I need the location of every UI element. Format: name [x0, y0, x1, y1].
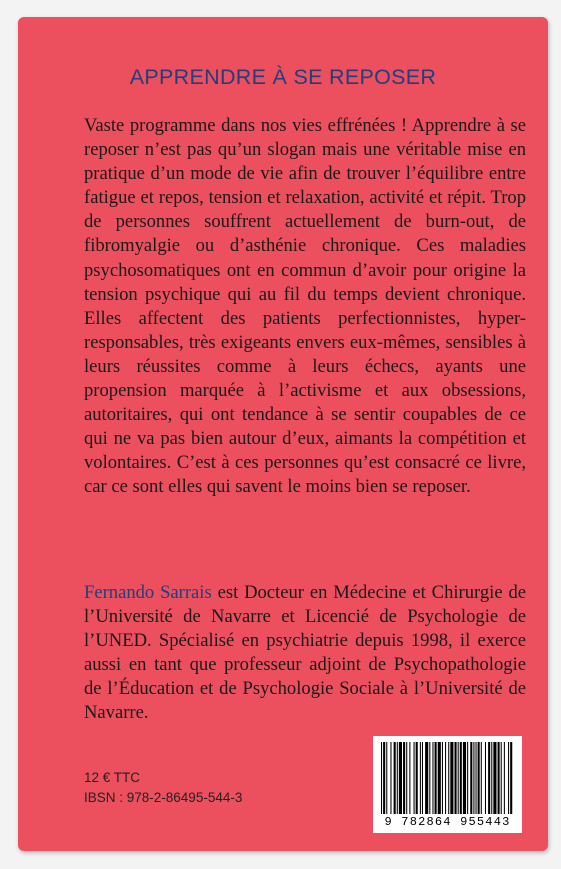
barcode-digits: 9 782864 955443 [384, 815, 511, 829]
price-label: 12 € TTC [84, 770, 141, 785]
author-bio: est Docteur en Médecine et Chirurgie de l’Université de Navarre et Licencié de Psychologie de l’UNED. Spécialisé en psychiatrie depuis 1998, il exerce aussi en tant que professeur adjoint de Psychopathologie de l’Éducation et de Psychologie Sociale à l’Université de Navarre. [84, 582, 526, 724]
author-paragraph [84, 581, 526, 726]
barcode-bars [373, 736, 522, 816]
synopsis-paragraph: Vaste programme dans nos vies effrénées ! Apprendre à se reposer n’est pas qu’un slogan mais une véritable mise en pratique d’un mode de vie afin de trouver l’équilibre entre fatigue et repos, tension et relaxation, activité et répit. Trop de personnes souffrent actuellement de burn-out, de fibromyalgie ou d’asthénie chronique. Ces maladies psychosomatiques ont en commun d’avoir pour origine la tension psychique qui au fil du temps devient chronique. Elles affectent des patients perfectionnistes, hyper-responsables, très exigeants envers eux-mêmes, sensibles à leurs réussites comme à leurs échecs, ayants une propension marquée à l’activisme et aux obsessions, autoritaires, qui ont tendance à se sentir coupables de ce qui ne va pas bien autour d’eux, aimants la compétition et volontaires. C’est à ces personnes qu’est consacré ce livre, car ce sont elles qui savent le moins bien se reposer. [84, 115, 526, 498]
isbn-label: IBSN : 978-2-86495-544-3 [84, 790, 243, 805]
price-info [84, 768, 242, 808]
back-cover [18, 17, 548, 851]
book-title: APPRENDRE À SE REPOSER [129, 65, 437, 89]
barcode [373, 736, 522, 833]
author-name: Fernando Sarrais [84, 582, 212, 603]
